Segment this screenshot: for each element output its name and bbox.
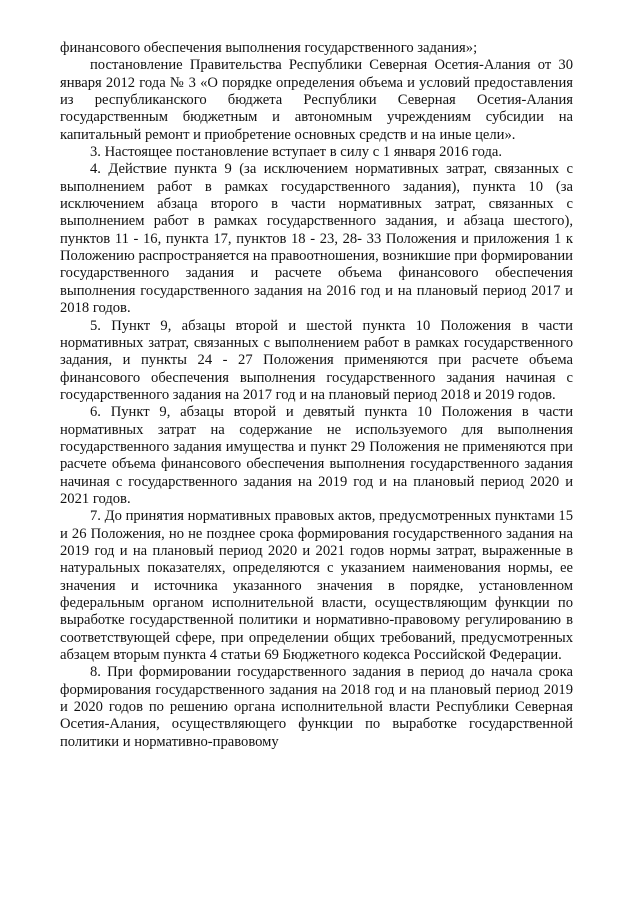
paragraph-3: 3. Настоящее постановление вступает в силу с 1 января 2016 года. <box>90 144 503 161</box>
document-body <box>60 40 573 751</box>
paragraph-5: 5. Пункт 9, абзацы второй и шестой пункта 10 Положения в части нормативных затрат, связанных с выполнением работ в рамках государственного задания, и пункты 24 - 27 Положения применяются при расчете объема финансового обеспечения выполнения государственного задания начиная с государственного задания на 2017 год и на плановый период 2018 и 2019 годов. <box>60 317 573 403</box>
paragraph-7: 7. До принятия нормативных правовых актов, предусмотренных пунктами 15 и 26 Положения, но не позднее срока формирования государственного задания на 2019 год и на плановый период 2020 и 2021 годов нормы затрат, выраженные в натуральных показателях, определяются с указанием наименования нормы, ее значения и источника указанного значения в порядке, установленном федеральным органом исполнительной власти, осуществляющим функции по выработке государственной политики и нормативно-правовому регулированию в соответствующей сфере, при определении общих требований, предусмотренных абзацем вторым пункта 4 статьи 69 Бюджетного кодекса Российской Федерации. <box>60 508 573 664</box>
paragraph-6: 6. Пункт 9, абзацы второй и девятый пункта 10 Положения в части нормативных затрат на содержание не используемого для выполнения государственного задания имущества и пункт 29 Положения не применяются при расчете объема финансового обеспечения выполнения государственного задания начиная с государственного задания на 2019 год и на плановый период 2020 и 2021 годов. <box>60 404 573 507</box>
paragraph-4: 4. Действие пункта 9 (за исключением нормативных затрат, связанных с выполнением работ в рамках государственного задания), пункта 10 (за исключением абзаца второго в части нормативных затрат, связанных с выполнением работ в рамках государственного задания, и абзаца шестого), пунктов 11 - 16, пункта 17, пунктов 18 - 23, 28- 33 Положения и приложения 1 к Положению распространяется на правоотношения, возникшие при формировании государственного задания и расчете объема финансового обеспечения выполнения государственного задания на 2016 год и на плановый период 2017 и 2018 годов. <box>60 161 573 317</box>
paragraph-8: 8. При формировании государственного задания в период до начала срока формирования государственного задания на 2018 год и на плановый период 2019 и 2020 годов по решению органа исполнительной власти Республики Северная Осетия-Алания, осуществляющего функции по выработке государственной политики и нормативно-правовому <box>60 664 573 750</box>
paragraph-resolution-reference: постановление Правительства Республики Северная Осетия-Алания от 30 января 2012 года № 3 «О порядке определения объема и условий предоставления из республиканского бюджета Республики Северная Осетия-Алания государственным бюджетным и автономным учреждениям субсидии на капитальный ремонт и приобретение основных средств и на иные цели». <box>60 57 573 143</box>
paragraph-continuation: финансового обеспечения выполнения государственного задания»; <box>60 40 478 56</box>
